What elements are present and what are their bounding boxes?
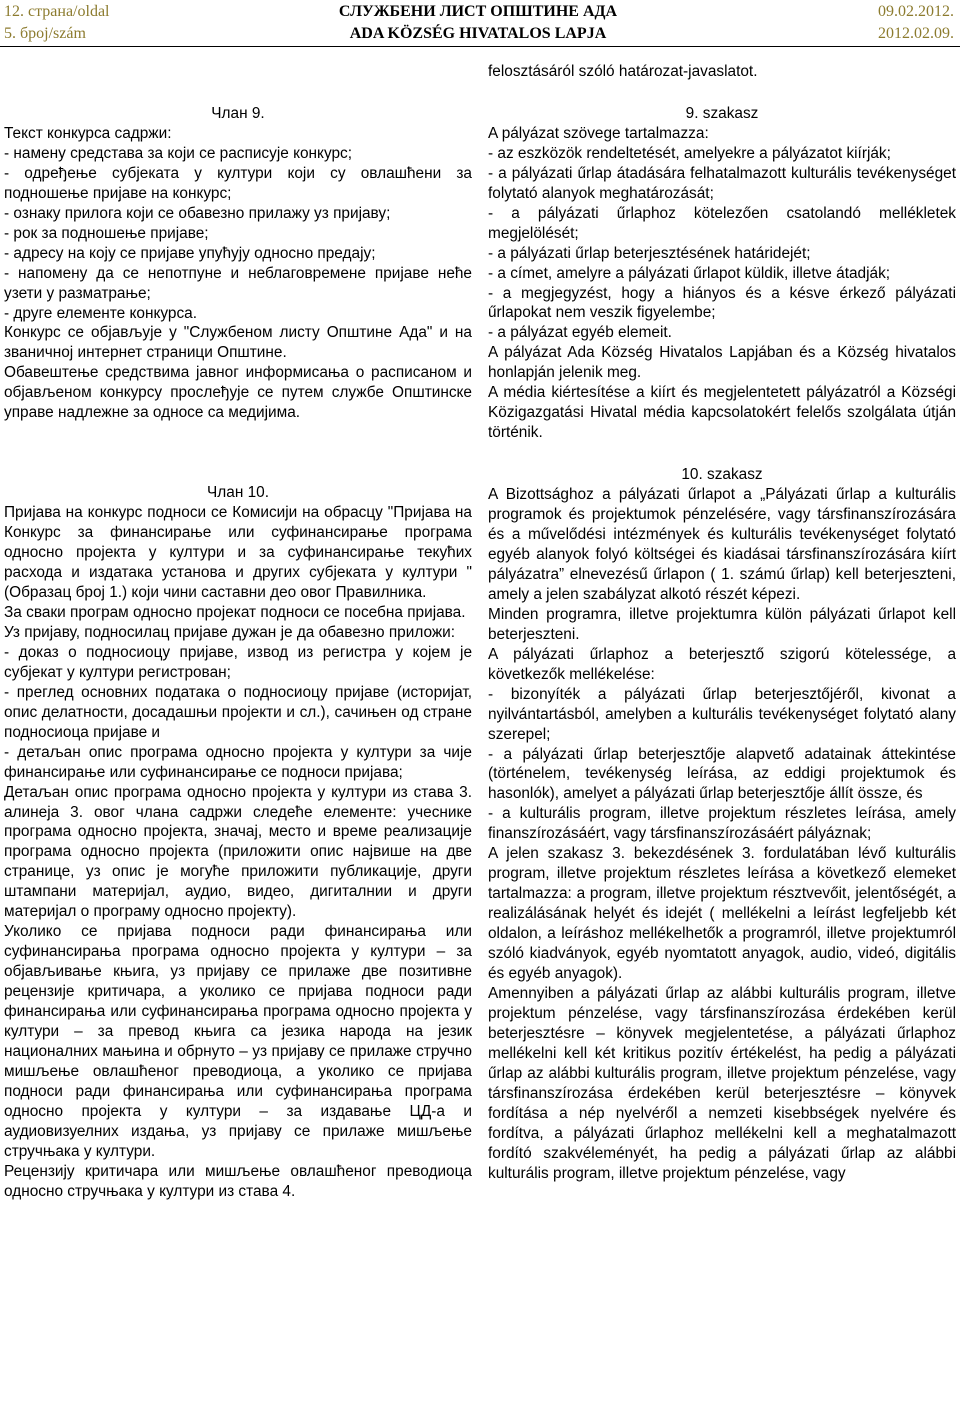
section-9-line: - a pályázati űrlaphoz kötelezően csatolandó mellékletek megjelölését; [488,204,956,242]
section-10-paragraph: - a pályázati űrlap beterjesztője alapvető adatainak áttekintése (történelem, tevékenység leírása, az eddigi projektumok és hasonlók), amelyet a pályázati űrlap beterjesztője állít össze, és [488,745,956,803]
article-9-line: - адресу на коју се пријаве упућују односно предају; [4,244,376,262]
issue-number: 5. број/szám [4,25,86,42]
section-9-line: A média kiértesítése a kiírt és megjelentetett pályázatról a Községi Közigazgatási Hivatal média kapcsolatokért felelős szolgálata útján történik. [488,384,956,442]
header-rule [0,46,960,47]
article-10-paragraph: Уколико се пријава подноси ради финансирања или суфинансирања програма односно пројекта у култури – за објављивање књига, уз пријаву се прилаже две позитивне рецензије критичара, а уколико се пријава подноси ради финансирања или суфинансирања програма односно пројекта у култури – за превод књига са језика народа на језик националних мањина и обрнуто – уз пријаву се прилаже стручно мишљење овлашћеног преводиоца, а уколико се пријава подноси ради финансирања или суфинансирања програма односно пројекта у култури – за издавање ЦД-а и аудиовизуелних издања, уз пријаву се прилаже мишљење стручњака у култури. [4,923,472,1160]
section-10-paragraph: A pályázati űrlaphoz a beterjesztő szigorú kötelessége, a következők mellékelése: [488,645,956,683]
article-10-paragraph: - детаљан опис програма односно пројекта у култури за чије финансирање или суфинансирање се подноси пријава; [4,743,472,781]
article-10-paragraph: - доказ о подносиоцу пријаве, извод из регистра у којем је субјекат у култури регистрован; [4,643,472,681]
page-number: 12. страна/oldal [4,3,110,20]
section-10-paragraph: Amennyiben a pályázati űrlap az alábbi kulturális program, illetve projektum pénzelése, vagy társfinanszírozása érdekében kerül beterjesztésre – könyvek megjelentetése, a pályázati űrlaphoz mellékelni kell két kritikus pozitív értékelést, ha pedig a pályázati űrlap az alábbi kulturális program, illetve projektum pénzelése, vagy társfinanszírozása érdekében kerül beterjesztésre – könyvek fordítása a nép nyelvéről a nemzeti kisebbségek nyelvére és fordítva, a pályázati űrlaphoz mellékelni kell a meghatalmazott fordító szakvéleményét, ha pedig a pályázati űrlap az alábbi kulturális program, illetve projektum pénzelése, vagy [488,984,956,1182]
article-9-line: Конкурс се објављује у "Службеном листу Општине Ада" и на званичној интернет страници Општине. [4,324,472,362]
publication-title-hungarian: ADA KÖZSÉG HIVATALOS LAPJA [349,25,607,42]
section-9-line: - a megjegyzést, hogy a hiányos és a késve érkező pályázati űrlapokat nem veszik figyelembe; [488,284,956,322]
article-9-line: - ознаку прилога који се обавезно прилажу уз пријаву; [4,204,391,222]
article-9-line: Текст конкурса садржи: [4,124,172,142]
article-10-paragraph: За сваки програм односно пројекат подноси се посебна пријава. [4,603,466,621]
section-9-line: - a címet, amelyre a pályázati űrlapot küldik, illetve átadják; [488,264,891,282]
page-header [0,0,960,46]
section-9-line: A pályázat szövege tartalmazza: [488,124,709,142]
article-9-line: - рок за подношење пријаве; [4,224,209,242]
section-10-title: 10. szakasz [681,466,763,484]
article-9-line: - напомену да се непотпуне и неблаговремене пријаве неће узети у разматрање; [4,264,472,302]
article-9-line: Обавештење средствима јавног информисања о расписаном и објављеном конкурсу прослеђује се путем службе Општинске управе надлежне за односе са медијима. [4,364,472,422]
section-10-paragraph: Minden programra, illetve projektumra külön pályázati űrlapot kell beterjeszteni. [488,605,956,643]
article-10-paragraph: Детаљан опис програма односно пројекта у култури из става 3. алинеја 3. овог члана садржи следеће елементе: учеснике програма односно пројекта, значај, место и време реализације програма односно пројекта (приложити опис највише на две странице, уз опис је могуће приложити публикације, други штампани материјал, аудио, видео, дигиталнии и други материјал о програму односно пројекту). [4,783,472,921]
section-9-line: A pályázat Ada Község Hivatalos Lapjában és a Község hivatalos honlapján jelenik meg. [488,344,956,382]
section-10-paragraph: - bizonyíték a pályázati űrlap beterjesztőjéről, kivonat a nyilvántartásból, amelyben a kulturális tevékenységet folytató alany szerepel; [488,685,956,743]
article-10-paragraph: Рецензију критичара или мишљење овлашћеног преводиоца односно стручњака у култури из става 4. [4,1162,472,1200]
publication-title-serbian: СЛУЖБЕНИ ЛИСТ ОПШТИНЕ АДА [338,3,618,20]
right-column [488,62,956,1183]
date-serbian: 09.02.2012. [878,3,954,20]
section-10-paragraph: - a kulturális program, illetve projektum részletes leírása, amely finanszírozásáért, vagy társfinanszírozásáért pályáznak; [488,805,956,843]
section-9-title: 9. szakasz [685,104,759,122]
article-10-title: Члан 10. [207,484,269,502]
article-9-title: Члан 9. [211,105,265,122]
section-9-line: - a pályázat egyéb elemeit. [488,324,672,342]
section-9-line: - az eszközök rendeltetését, amelyekre a pályázatot kiírják; [488,144,891,162]
date-hungarian: 2012.02.09. [878,25,954,42]
article-10-paragraph: Уз пријаву, подносилац пријаве дужан је да обавезно приложи: [4,623,456,641]
continuation-line: felosztásáról szóló határozat-javaslatot. [488,63,758,80]
article-9-line: - намену средстава за који се расписује конкурс; [4,144,352,162]
section-9-line: - a pályázati űrlap átadására felhatalmazott kulturális tevékenységet folytató alanyok meghatározását; [488,164,956,202]
left-column [4,104,472,1202]
article-10-paragraph: Пријава на конкурс подноси се Комисији на обрасцу "Пријава на Конкурс за финансирање или суфинансирање програма односно пројекта у култури и за суфинансирање текућих расхода и издатака установа и других субјеката у култури " (Образац број 1.) који чини саставни део овог Правилника. [4,504,472,602]
article-9-line: - одређење субјеката у култури који су овлашћени за подношење пријаве на конкурс; [4,164,472,202]
section-10-paragraph: A Bizottsághoz a pályázati űrlapot a „Pályázati űrlap a kulturális programok és projektumok pénzelésére, vagy társfinanszírozására és a művelődési intézmények és kulturális tevékenységet folytató egyéb alanyok folyó költségei és kiadásai társfinanszírozására kiírt pályázatra” elnevezésű űrlapon ( 1. számú űrlap) kell beterjeszteni, amely a jelen szabályzat alkotó részét képezi. [488,486,956,603]
article-9-line: - друге елементе конкурса. [4,304,197,322]
section-10-paragraph: A jelen szakasz 3. bekezdésének 3. fordulatában lévő kulturális program, illetve projektum részletes leírása a következő elemeket tartalmazza: a program, illetve projektum résztvevőit, jelentőségét, a realizálásának helyét és idejét ( mellékelni a leírást legfeljebb két oldalon, a leíráshoz mellékelhetők a programról, illetve projektumról szóló kiadványok, egyéb nyomtatott anyagok, audio, videó, digitális és egyéb anyagok). [488,845,956,982]
article-10-paragraph: - преглед основних података о подносиоцу пријаве (историјат, опис делатности, досадашњи пројекти и сл.), сачињен од стране подносиоца пријаве и [4,683,472,741]
section-9-line: - a pályázati űrlap beterjesztésének határidejét; [488,244,811,262]
